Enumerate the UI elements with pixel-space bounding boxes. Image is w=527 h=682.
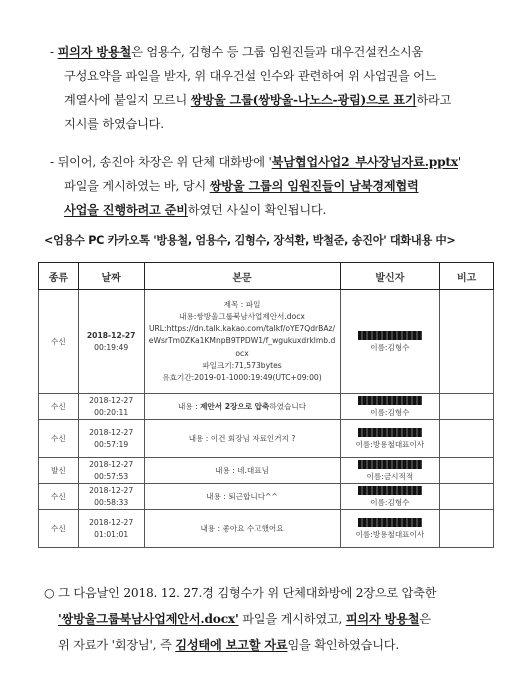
row-type: 수신	[39, 394, 79, 420]
suspect-name: 피의자 방용철	[57, 45, 132, 59]
row-note	[440, 394, 494, 420]
para2-line2a: 파일을 게시하였는 바, 당시	[64, 179, 210, 193]
para1-line3a: 계열사에 붙일지 모르니	[64, 93, 191, 107]
sender-name: 이름:방용철대표이사	[355, 529, 425, 539]
date-value: 2018-12-27	[89, 427, 134, 437]
row-date	[78, 458, 144, 484]
row-type: 발신	[39, 458, 79, 484]
body-emphasis: 제안서 2장으로 압축	[200, 401, 270, 411]
time-value: 00:57:53	[94, 471, 129, 481]
redaction-mark	[358, 428, 422, 437]
body-line: 유효기간:2019-01-1000:19:49(UTC+09:00)	[162, 373, 322, 382]
row-date	[78, 394, 144, 420]
date-value: 2018-12-27	[86, 330, 136, 340]
row-date	[78, 290, 144, 394]
table-row	[39, 510, 494, 548]
row-sender	[340, 484, 440, 510]
header-body: 본문	[144, 263, 340, 290]
circle-bullet: ○	[44, 586, 55, 600]
time-value: 00:20:11	[94, 407, 129, 417]
table-caption: <엄용수 PC 카카오톡 '방용철, 엄용수, 김형수, 장석환, 박철준, 송진아' 대화내용 中>	[44, 234, 456, 247]
row-sender	[340, 458, 440, 484]
row-body	[144, 290, 340, 394]
para1-line4: 지시를 하였습니다.	[64, 117, 164, 131]
file-name: 북남협업사업2_부사장님자료.pptx	[271, 155, 458, 169]
date-value: 2018-12-27	[89, 485, 134, 495]
table-row	[39, 394, 494, 420]
para1-line2: 구성요약을 파일을 받자, 위 대우건설 인수와 관련하여 위 사업권을 어느	[64, 69, 437, 83]
row-note	[440, 458, 494, 484]
para2-emphasis-1: 쌍방울 그룹의 임원진들이 남북경제협력	[209, 179, 419, 193]
row-note	[440, 290, 494, 394]
date-value: 2018-12-27	[89, 517, 134, 527]
body-line: 파일크기:71,573bytes	[202, 360, 282, 370]
sender-name: 이름:김형수	[370, 497, 410, 507]
row-note	[440, 484, 494, 510]
row-sender	[340, 420, 440, 458]
bullet: -	[50, 45, 54, 59]
row-date	[78, 510, 144, 548]
para3-line3b: 임을 확인하였습니다.	[287, 638, 400, 652]
row-note	[440, 420, 494, 458]
sender-name: 이름:김형수	[370, 407, 410, 417]
time-value: 00:58:33	[94, 497, 129, 507]
paragraph-2	[50, 150, 510, 222]
sender-name: 이름:방용철대표이사	[355, 439, 425, 449]
suspect-name: 피의자 방용철	[345, 612, 420, 626]
row-body: 내용 : 이건 회장님 자료인거지 ?	[144, 420, 340, 458]
time-value: 00:19:49	[94, 342, 129, 352]
para3-emphasis: 김성태에 보고할 자료	[175, 638, 288, 652]
table-row	[39, 290, 494, 394]
para2-line1a: 뒤이어, 송진아 차장은 위 단체 대화방에 '	[57, 155, 272, 169]
body-line: URL:https://dn.talk.kakao.com/talkf/oYE7QdrBAz/	[148, 324, 336, 334]
para2-line3b: 하였던 사실이 확인됩니다.	[187, 203, 327, 217]
para1-line3b: 하라고	[416, 93, 452, 107]
sender-name: 이름:김형수	[370, 342, 410, 352]
row-note	[440, 510, 494, 548]
para1-text: 은 엄용수, 김형수 등 그룹 임원진들과 대우건설컨소시움	[131, 45, 423, 59]
row-type: 수신	[39, 510, 79, 548]
paragraph-1	[50, 40, 510, 136]
para3-line2a: 파일을 게시하였고,	[238, 612, 346, 626]
body-prefix: 내용 :	[178, 401, 201, 411]
sender-name: 이름:금시적적	[366, 471, 414, 481]
row-sender	[340, 290, 440, 394]
header-type: 종류	[39, 263, 79, 290]
date-value: 2018-12-27	[89, 395, 134, 405]
para1-emphasis: 쌍방울 그룹(쌍방울-나노스-광림)으로 표기	[190, 93, 417, 107]
row-body: 내용 : 네.대표님	[144, 458, 340, 484]
header-sender: 발신자	[340, 263, 440, 290]
table-row	[39, 420, 494, 458]
file-name: '쌍방울그룹북남사업제안서.docx'	[58, 612, 239, 626]
body-line: ocx	[235, 348, 249, 358]
row-body	[144, 394, 340, 420]
row-type: 수신	[39, 484, 79, 510]
para2-emphasis-2: 사업을 진행하려고 준비	[64, 203, 188, 217]
chat-log-table	[38, 262, 494, 548]
para3-line1: 그 다음날인 2018. 12. 27.경 김형수가 위 단체대화방에 2장으로 압축한	[58, 586, 437, 600]
row-sender	[340, 510, 440, 548]
header-date: 날짜	[78, 263, 144, 290]
redaction-mark	[358, 518, 422, 527]
row-body: 내용 : 좋아요 수고했어요	[144, 510, 340, 548]
bullet: -	[50, 155, 54, 169]
redaction-mark	[358, 396, 422, 405]
row-body: 내용 : 퇴근합니다^^	[144, 484, 340, 510]
body-line: eWsrTm0ZKa1KMnpB9TPDW1/f_wgukuxdrklmb.d	[148, 336, 336, 346]
date-value: 2018-12-27	[89, 459, 134, 469]
paragraph-3	[44, 580, 504, 658]
body-line: 내용:쌍방울그룹북남사업제안서.docx	[179, 311, 305, 321]
table-row	[39, 484, 494, 510]
time-value: 00:57:19	[94, 439, 129, 449]
para2-line1b: '	[457, 155, 462, 169]
table-header-row	[39, 263, 494, 290]
row-date	[78, 420, 144, 458]
para3-line3a: 위 자료가 '회장님', 즉	[58, 638, 176, 652]
redaction-mark	[358, 486, 422, 495]
redaction-mark	[358, 331, 422, 340]
row-date	[78, 484, 144, 510]
time-value: 01:01:01	[94, 529, 129, 539]
redaction-mark	[358, 460, 422, 469]
row-sender	[340, 394, 440, 420]
table-row	[39, 458, 494, 484]
para3-line2b: 은	[419, 612, 431, 626]
row-type: 수신	[39, 290, 79, 394]
header-note: 비고	[440, 263, 494, 290]
body-line: 제목 : 파일	[223, 299, 261, 309]
body-suffix: 하였습니다	[269, 401, 307, 411]
row-type: 수신	[39, 420, 79, 458]
